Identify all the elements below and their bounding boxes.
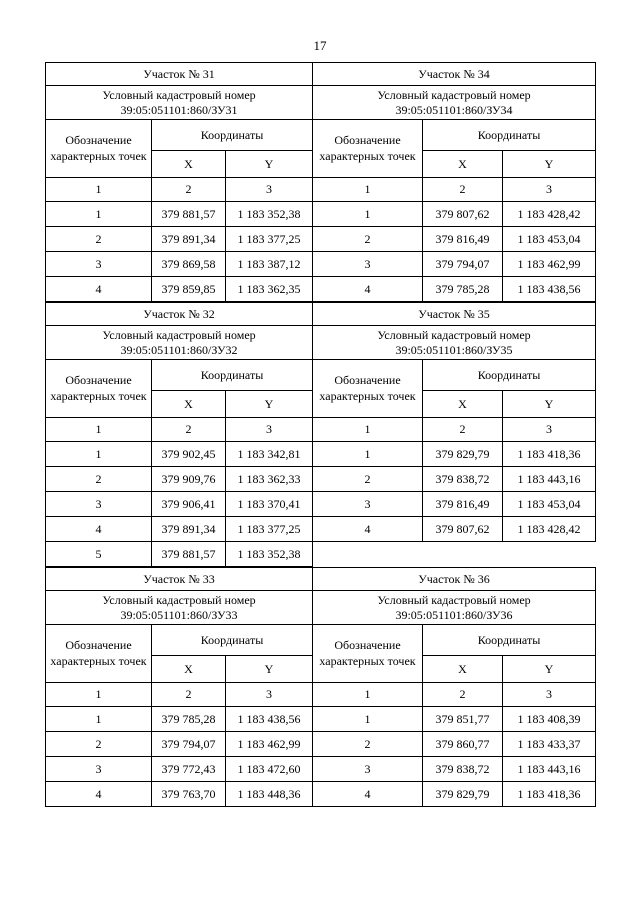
parcel-table [312,62,595,302]
x-value: 379 891,34 [152,227,226,252]
point-header: Обозначение характерных точек [313,625,423,683]
coordinates-header: Координаты [423,360,596,391]
x-value: 379 891,34 [152,517,226,542]
point-id: 3 [46,757,152,782]
point-id: 3 [46,492,152,517]
column-number: 2 [152,178,226,202]
y-value: 1 183 438,56 [226,707,313,732]
point-id: 3 [313,252,423,277]
y-value: 1 183 362,35 [226,277,313,302]
x-value: 379 829,79 [423,442,503,467]
table-row [313,467,596,492]
column-number: 1 [313,683,423,707]
x-header: X [423,391,503,418]
y-value: 1 183 377,25 [226,227,313,252]
parcel-title: Участок № 35 [313,303,596,326]
column-number: 3 [226,683,313,707]
cadastral-label: Условный кадастровый номер [102,87,256,102]
x-value: 379 838,72 [423,467,503,492]
table-row [313,227,596,252]
y-value: 1 183 428,42 [503,202,596,227]
table-row [46,782,313,807]
y-value: 1 183 342,81 [226,442,313,467]
x-header: X [152,656,226,683]
column-number: 3 [503,683,596,707]
point-header: Обозначение характерных точек [46,360,152,418]
x-value: 379 785,28 [423,277,503,302]
cadastral-label: Условный кадастровый номер [102,592,256,607]
parcel-table [45,62,312,302]
cadastral-number: 39:05:051101:860/ЗУ33 [120,607,238,622]
table-row [313,757,596,782]
point-id: 3 [313,492,423,517]
column-number: 3 [503,418,596,442]
table-row [46,202,313,227]
table-row [313,517,596,542]
y-value: 1 183 418,36 [503,782,596,807]
y-value: 1 183 387,12 [226,252,313,277]
cadastral-number: 39:05:051101:860/ЗУ31 [120,102,238,117]
point-id: 4 [46,517,152,542]
column-number: 2 [423,683,503,707]
y-value: 1 183 362,33 [226,467,313,492]
y-value: 1 183 453,04 [503,492,596,517]
column-number: 1 [46,683,152,707]
point-id: 2 [313,467,423,492]
x-value: 379 816,49 [423,227,503,252]
x-value: 379 859,85 [152,277,226,302]
point-id: 2 [313,732,423,757]
page-number: 17 [313,38,327,53]
x-value: 379 902,45 [152,442,226,467]
table-row [46,707,313,732]
point-id: 5 [46,542,152,567]
parcel-table [312,567,595,807]
y-value: 1 183 433,37 [503,732,596,757]
y-header: Y [226,391,313,418]
parcel-table [312,302,595,567]
table-row [46,252,313,277]
table-row [46,517,313,542]
point-header: Обозначение характерных точек [46,120,152,178]
x-value: 379 860,77 [423,732,503,757]
parcel-table [45,302,312,567]
x-value: 379 785,28 [152,707,226,732]
parcel-title: Участок № 34 [313,63,596,86]
cadastral-number-cell [313,591,596,625]
table-row [46,542,313,567]
table-row [313,202,596,227]
table-row [313,492,596,517]
x-value: 379 881,57 [152,542,226,567]
column-number: 2 [152,418,226,442]
x-value: 379 794,07 [152,732,226,757]
point-id: 2 [46,732,152,757]
x-value: 379 869,58 [152,252,226,277]
x-header: X [152,391,226,418]
x-value: 379 838,72 [423,757,503,782]
table-row [46,492,313,517]
cadastral-number: 39:05:051101:860/ЗУ32 [120,342,238,357]
y-header: Y [226,151,313,178]
cadastral-number: 39:05:051101:860/ЗУ36 [395,607,513,622]
column-number: 1 [46,178,152,202]
table-row [313,782,596,807]
parcel-title: Участок № 31 [46,63,313,86]
parcel-table [45,567,312,807]
y-value: 1 183 377,25 [226,517,313,542]
cadastral-label: Условный кадастровый номер [377,87,531,102]
parcel-title: Участок № 36 [313,568,596,591]
cadastral-number: 39:05:051101:860/ЗУ35 [395,342,513,357]
table-row [46,442,313,467]
cadastral-label: Условный кадастровый номер [377,327,531,342]
column-number: 1 [313,178,423,202]
coordinates-header: Координаты [152,120,313,151]
point-id: 1 [46,707,152,732]
y-value: 1 183 472,60 [226,757,313,782]
column-number: 1 [46,418,152,442]
y-header: Y [226,656,313,683]
x-value: 379 909,76 [152,467,226,492]
point-id: 4 [313,277,423,302]
point-id: 1 [313,442,423,467]
x-value: 379 881,57 [152,202,226,227]
y-value: 1 183 443,16 [503,757,596,782]
y-value: 1 183 428,42 [503,517,596,542]
y-value: 1 183 443,16 [503,467,596,492]
column-number: 3 [226,418,313,442]
point-id: 2 [313,227,423,252]
cadastral-number-cell [46,326,313,360]
x-header: X [152,151,226,178]
point-header: Обозначение характерных точек [46,625,152,683]
y-value: 1 183 462,99 [226,732,313,757]
y-value: 1 183 408,39 [503,707,596,732]
coordinates-header: Координаты [152,360,313,391]
cadastral-number: 39:05:051101:860/ЗУ34 [395,102,513,117]
coordinates-header: Координаты [423,625,596,656]
point-id: 4 [46,277,152,302]
parcel-title: Участок № 33 [46,568,313,591]
cadastral-number-cell [46,86,313,120]
table-row [313,252,596,277]
table-row [46,227,313,252]
y-header: Y [503,656,596,683]
x-value: 379 772,43 [152,757,226,782]
point-id: 2 [46,467,152,492]
parcel-title: Участок № 32 [46,303,313,326]
coordinates-header: Координаты [423,120,596,151]
point-id: 3 [313,757,423,782]
table-row [46,467,313,492]
column-number: 2 [152,683,226,707]
cadastral-label: Условный кадастровый номер [102,327,256,342]
table-row [46,757,313,782]
y-value: 1 183 352,38 [226,542,313,567]
cadastral-number-cell [313,326,596,360]
y-value: 1 183 438,56 [503,277,596,302]
x-value: 379 763,70 [152,782,226,807]
table-row [313,707,596,732]
point-header: Обозначение характерных точек [313,360,423,418]
table-row [313,277,596,302]
point-id: 4 [313,517,423,542]
x-header: X [423,151,503,178]
y-value: 1 183 462,99 [503,252,596,277]
cadastral-label: Условный кадастровый номер [377,592,531,607]
y-value: 1 183 370,41 [226,492,313,517]
y-value: 1 183 418,36 [503,442,596,467]
point-id: 4 [46,782,152,807]
y-value: 1 183 352,38 [226,202,313,227]
point-id: 1 [313,202,423,227]
point-id: 1 [46,442,152,467]
point-header: Обозначение характерных точек [313,120,423,178]
x-value: 379 807,62 [423,517,503,542]
x-value: 379 829,79 [423,782,503,807]
coordinates-header: Координаты [152,625,313,656]
table-row [313,732,596,757]
cadastral-number-cell [46,591,313,625]
column-number: 3 [226,178,313,202]
point-id: 4 [313,782,423,807]
point-id: 1 [313,707,423,732]
x-value: 379 906,41 [152,492,226,517]
point-id: 3 [46,252,152,277]
x-value: 379 851,77 [423,707,503,732]
column-number: 3 [503,178,596,202]
table-row [46,732,313,757]
column-number: 2 [423,418,503,442]
table-row [46,277,313,302]
parcels-grid [45,62,595,807]
point-id: 1 [46,202,152,227]
x-value: 379 807,62 [423,202,503,227]
x-value: 379 816,49 [423,492,503,517]
x-value: 379 794,07 [423,252,503,277]
column-number: 1 [313,418,423,442]
x-header: X [423,656,503,683]
y-header: Y [503,391,596,418]
y-value: 1 183 448,36 [226,782,313,807]
y-value: 1 183 453,04 [503,227,596,252]
point-id: 2 [46,227,152,252]
cadastral-number-cell [313,86,596,120]
table-row [313,442,596,467]
column-number: 2 [423,178,503,202]
y-header: Y [503,151,596,178]
